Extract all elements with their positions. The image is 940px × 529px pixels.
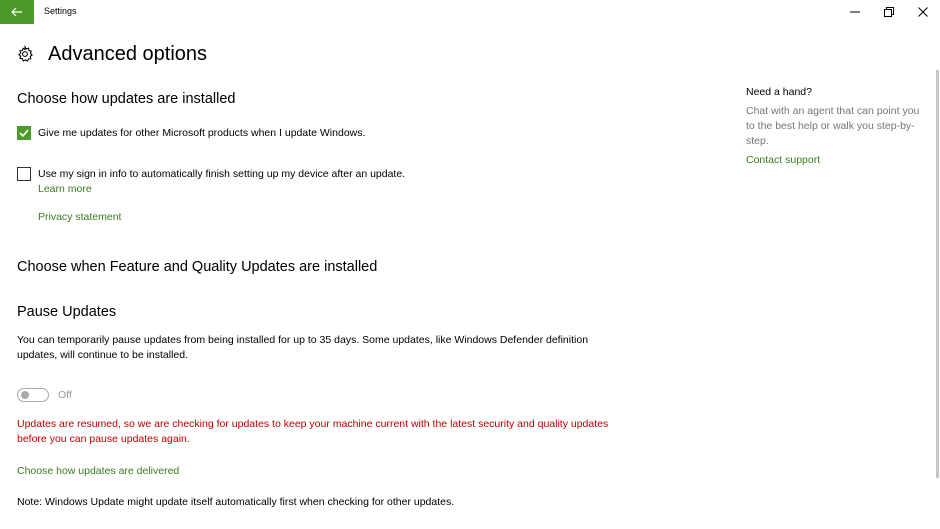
gear-icon [16, 45, 34, 63]
window-title: Settings [44, 6, 77, 16]
sign-in-checkbox[interactable] [17, 167, 31, 181]
contact-support-link[interactable]: Contact support [746, 154, 821, 166]
sign-in-checkbox-row[interactable] [17, 167, 405, 181]
restore-icon [884, 7, 894, 17]
when-section-heading: Choose when Feature and Quality Updates are installed [17, 259, 378, 275]
checkmark-icon [19, 128, 29, 138]
scrollbar[interactable] [936, 70, 939, 478]
help-pane [746, 86, 926, 166]
pause-updates-heading: Pause Updates [17, 304, 117, 320]
delivery-options-link[interactable]: Choose how updates are delivered [17, 465, 180, 477]
resume-warning-text: Updates are resumed, so we are checking for updates to keep your machine current with the latest security and quality updates before you can pause updates again. [17, 418, 609, 445]
toggle-knob [21, 391, 29, 399]
privacy-statement-link[interactable]: Privacy statement [38, 211, 122, 223]
help-title: Need a hand? [746, 86, 812, 98]
minimize-icon [850, 7, 860, 17]
help-text: Chat with an agent that can point you to the best help or walk you step-by-step. [746, 105, 920, 147]
close-icon [918, 7, 928, 17]
pause-toggle-row[interactable] [17, 388, 72, 402]
page-header [16, 40, 207, 68]
back-button[interactable] [0, 0, 34, 24]
update-note: Note: Windows Update might update itself automatically first when checking for other updates. [17, 496, 455, 508]
ms-products-checkbox[interactable] [17, 126, 31, 140]
back-arrow-icon [11, 7, 23, 17]
learn-more-link[interactable]: Learn more [38, 183, 92, 195]
sign-in-checkbox-label: Use my sign in info to automatically finish setting up my device after an update. [38, 168, 406, 180]
close-button[interactable] [906, 0, 940, 24]
install-section-heading: Choose how updates are installed [17, 91, 236, 107]
ms-products-checkbox-row[interactable] [17, 126, 365, 140]
pause-toggle-state: Off [58, 389, 72, 401]
page-title: Advanced options [48, 42, 208, 65]
ms-products-checkbox-label: Give me updates for other Microsoft products when I update Windows. [38, 127, 366, 139]
minimize-button[interactable] [838, 0, 872, 24]
title-bar [0, 0, 940, 24]
pause-updates-toggle[interactable] [17, 388, 49, 402]
restore-button[interactable] [872, 0, 906, 24]
pause-description: You can temporarily pause updates from being installed for up to 35 days. Some updates, like Windows Defender definition updates, will continue to be installed. [17, 334, 589, 361]
